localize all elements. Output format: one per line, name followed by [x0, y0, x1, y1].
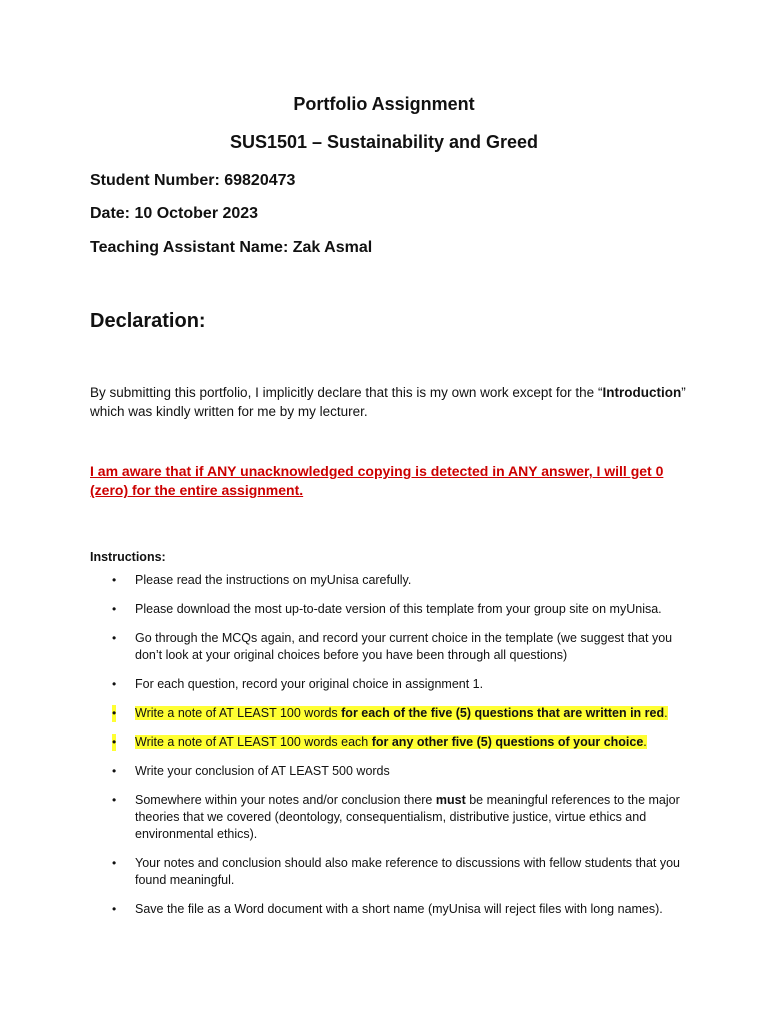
- bullet-icon: •: [112, 764, 117, 778]
- instruction-text-tail: be meaningful references to the major theories that we covered (deontology, consequentialism, distributive justice, virtue ethics and environmental ethics).: [135, 793, 680, 841]
- instruction-text-bold: for any other five (5) questions of your choice: [371, 735, 644, 749]
- instructions-heading: Instructions:: [90, 550, 166, 564]
- instruction-text-plain: Write a note of AT LEAST 100 words each: [135, 735, 372, 749]
- bullet-icon: •: [112, 677, 117, 691]
- instruction-text-bold: for each of the five (5) questions that are written in red: [341, 706, 665, 720]
- bullet-icon: •: [112, 602, 117, 616]
- instruction-text: Save the file as a Word document with a short name (myUnisa will reject files with long names).: [135, 902, 663, 916]
- instructions-list: [108, 572, 688, 930]
- declaration-intro-word: Introduction: [602, 385, 682, 400]
- bullet-icon: •: [112, 706, 117, 720]
- instruction-item: [108, 601, 688, 618]
- instruction-text-tail: .: [643, 735, 647, 749]
- instruction-item: [108, 734, 688, 751]
- instruction-text: For each question, record your original choice in assignment 1.: [135, 677, 484, 691]
- declaration-heading: Declaration:: [90, 310, 206, 332]
- page-title: Portfolio Assignment: [293, 94, 475, 114]
- bullet-icon: •: [112, 573, 117, 587]
- declaration-text-before: By submitting this portfolio, I implicitly declare that this is my own work except for the “: [90, 385, 603, 400]
- declaration-text: [90, 383, 690, 421]
- bullet-icon: •: [112, 793, 117, 807]
- instruction-text: [135, 793, 680, 841]
- plagiarism-warning: I am aware that if ANY unacknowledged copying is detected in ANY answer, I will get 0 (zero) for the entire assignment.: [90, 463, 664, 498]
- bullet-icon: •: [112, 631, 117, 645]
- student-number: Student Number: 69820473: [90, 172, 296, 189]
- instruction-item: [108, 792, 688, 843]
- instruction-text: Your notes and conclusion should also make reference to discussions with fellow students that you found meaningful.: [135, 856, 680, 887]
- ta-name: Teaching Assistant Name: Zak Asmal: [90, 239, 373, 256]
- bullet-icon: •: [112, 856, 117, 870]
- course-title: SUS1501 – Sustainability and Greed: [229, 132, 539, 152]
- instruction-text: Please download the most up-to-date version of this template from your group site on myUnisa.: [135, 602, 662, 616]
- instruction-text: Write your conclusion of AT LEAST 500 words: [135, 764, 390, 778]
- bullet-icon: •: [112, 902, 117, 916]
- instruction-item: [108, 572, 688, 589]
- instruction-item: [108, 901, 688, 918]
- instruction-text-bold: must: [435, 793, 466, 807]
- date-line: Date: 10 October 2023: [90, 205, 259, 222]
- instruction-item: [108, 705, 688, 722]
- bullet-icon: •: [112, 735, 117, 749]
- instruction-item: [108, 630, 688, 664]
- instruction-item: [108, 855, 688, 889]
- instruction-text-tail: .: [664, 706, 668, 720]
- instruction-text: [135, 735, 647, 749]
- instruction-text-plain: Somewhere within your notes and/or conclusion there: [135, 793, 436, 807]
- instruction-item: [108, 676, 688, 693]
- instruction-text: Go through the MCQs again, and record your current choice in the template (we suggest that you don’t look at your original choices before you have been through all questions): [135, 631, 673, 662]
- instruction-text: [135, 706, 668, 720]
- instruction-text-plain: Write a note of AT LEAST 100 words: [135, 706, 342, 720]
- instruction-text: Please read the instructions on myUnisa carefully.: [135, 573, 412, 587]
- instruction-item: [108, 763, 688, 780]
- declaration-text-after: ” which was kindly written for me by my lecturer.: [90, 385, 686, 419]
